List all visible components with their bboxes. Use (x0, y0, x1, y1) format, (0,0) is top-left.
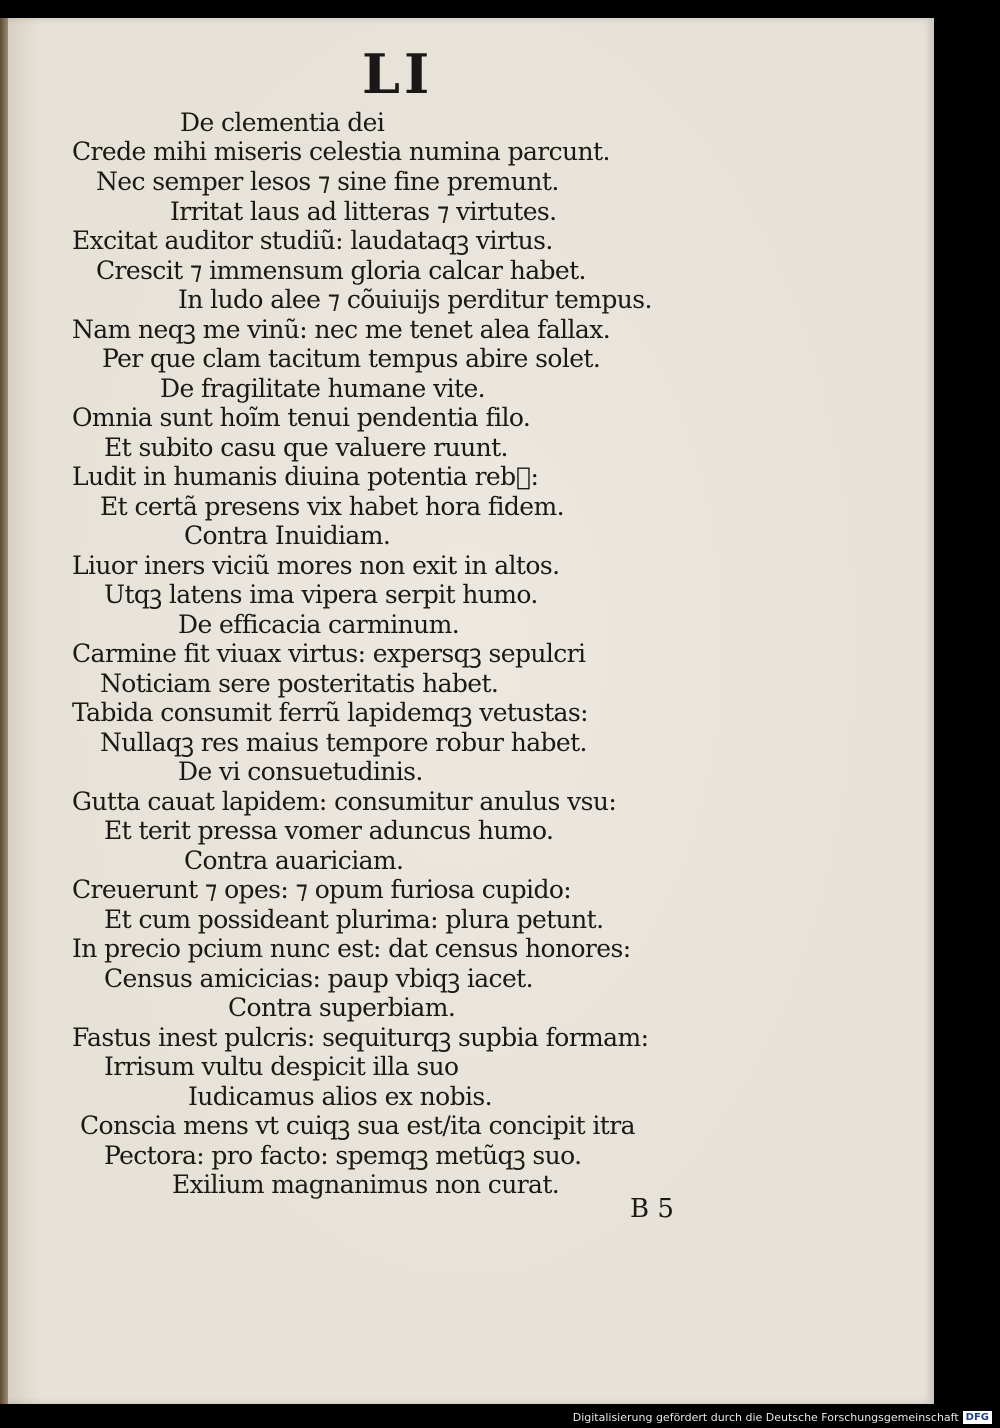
dfg-logo: DFG (963, 1411, 992, 1424)
folio-number: LI (362, 42, 434, 106)
verse-line: Per que clam tacitum tempus abire solet. (102, 344, 601, 373)
section-heading: De clementia dei (180, 108, 385, 137)
verse-line: Omnia sunt hoĩm tenui pendentia filo. (72, 403, 531, 432)
verse-line: Irrisum vultu despicit illa suo (104, 1052, 459, 1081)
section-heading: Contra superbiam. (228, 993, 456, 1022)
verse-line: Nam neqꝫ me vinũ: nec me tenet alea fallax. (72, 315, 611, 344)
verse-line: Et cum possideant plurima: plura petunt. (104, 905, 604, 934)
section-heading: De vi consuetudinis. (178, 757, 423, 786)
section-heading: De efficacia carminum. (178, 610, 460, 639)
section-heading: Irritat laus ad litteras ⁊ virtutes. (170, 197, 557, 226)
section-heading: In ludo alee ⁊ cõuiuijs perditur tempus. (178, 285, 652, 314)
verse-line: Ludit in humanis diuina potentia reb᷒: (72, 462, 539, 491)
verse-line: Carmine fit viuax virtus: expersqꝫ sepulcri (72, 639, 586, 668)
section-heading: De fragilitate humane vite. (160, 374, 485, 403)
verse-line: Pectora: pro facto: spemqꝫ metũqꝫ suo. (104, 1141, 582, 1170)
verse-line: Gutta cauat lapidem: consumitur anulus vsu: (72, 787, 617, 816)
section-heading: Contra Inuidiam. (184, 521, 391, 550)
verse-line: Noticiam sere posteritatis habet. (100, 669, 499, 698)
verse-line: Creuerunt ⁊ opes: ⁊ opum furiosa cupido: (72, 875, 572, 904)
verse-line: Nullaqꝫ res maius tempore robur habet. (100, 728, 587, 757)
verse-line: Et terit pressa vomer aduncus humo. (104, 816, 554, 845)
verse-line: Census amicicias: paup vbiqꝫ iacet. (104, 964, 533, 993)
verse-line: Excitat auditor studiũ: laudataqꝫ virtus. (72, 226, 553, 255)
verse-line: Conscia mens vt cuiqꝫ sua est/ita concipit itra (80, 1111, 635, 1140)
verse-line: Et subito casu que valuere ruunt. (104, 433, 508, 462)
section-heading: Contra auariciam. (184, 846, 404, 875)
section-heading: Iudicamus alios ex nobis. (188, 1082, 492, 1111)
page-spine-edge (0, 18, 8, 1404)
digitization-credit (573, 1411, 992, 1424)
verse-line: Utqꝫ latens ima vipera serpit humo. (104, 580, 538, 609)
verse-line: Tabida consumit ferrũ lapidemqꝫ vetustas: (72, 698, 588, 727)
section-heading: Exilium magnanimus non curat. (172, 1170, 560, 1199)
verse-line: Nec semper lesos ⁊ sine fine premunt. (96, 167, 559, 196)
credit-text: Digitalisierung gefördert durch die Deutsche Forschungsgemeinschaft (572, 1411, 959, 1424)
verse-line: Crede mihi miseris celestia numina parcunt. (72, 137, 610, 166)
verse-line: Liuor iners viciũ mores non exit in altos. (72, 551, 560, 580)
verse-line: Crescit ⁊ immensum gloria calcar habet. (96, 256, 586, 285)
signature-mark: B 5 (630, 1194, 674, 1224)
verse-line: Et certã presens vix habet hora fidem. (100, 492, 564, 521)
verse-line: In precio pcium nunc est: dat census honores: (72, 934, 631, 963)
verse-line: Fastus inest pulcris: sequiturqꝫ supbia formam: (72, 1023, 649, 1052)
